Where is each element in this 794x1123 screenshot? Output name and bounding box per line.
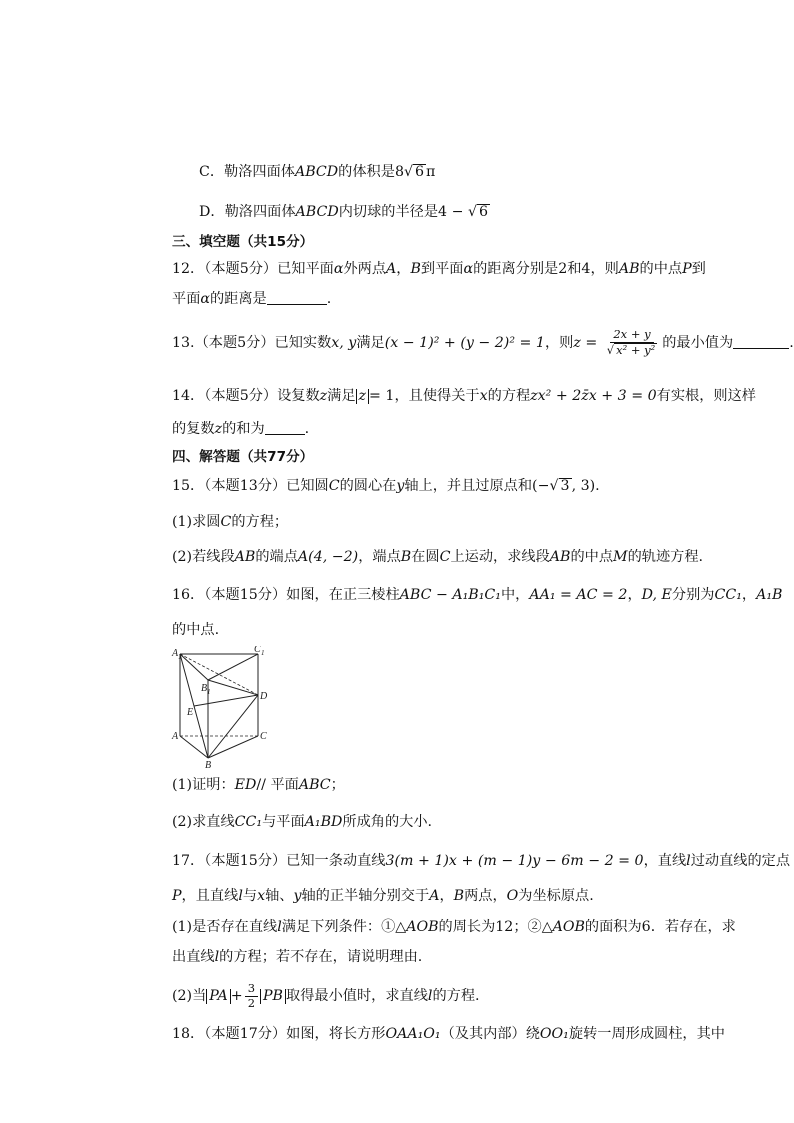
- edge-a1b1: [180, 654, 208, 680]
- label-c1: C: [254, 646, 261, 655]
- section-solve-header: 四、解答题（共77分）: [172, 449, 314, 465]
- question-12-line2: 平面α的距离是 .: [172, 291, 332, 307]
- question-16-line1: 16．（本题15分）如图，在正三棱柱ABC − A₁B₁C₁中，AA₁ = AC = 2，D, E分别为CC₁，A₁B: [172, 587, 783, 603]
- question-17-line2: P，且直线l与x轴、y轴的正半轴分别交于A，B两点，O为坐标原点.: [172, 888, 594, 904]
- segment-bd: [208, 695, 258, 758]
- question-16-part-2: (2)求直线CC₁与平面A₁BD所成角的大小.: [172, 814, 433, 830]
- fraction: $\frac{3}{2}$: [245, 982, 258, 1011]
- question-15-part-2: (2)若线段AB的端点A(4, −2)，端点B在圆C上运动，求线段AB的中点M的轨迹方程.: [172, 549, 704, 565]
- answer-blank: [733, 348, 789, 349]
- question-18: 18．（本题17分）如图，将长方形OAA₁O₁（及其内部）绕OO₁旋转一周形成圆柱，其中: [172, 1026, 725, 1042]
- question-17-line1: 17．（本题15分）已知一条动直线3(m + 1)x + (m − 1)y − 6m − 2 = 0，直线l过动直线的定点: [172, 853, 791, 869]
- option-c: C．勒洛四面体ABCD的体积是8√ 6 π: [199, 164, 436, 180]
- option-d: D．勒洛四面体ABCD内切球的半径是4 − √ 6: [199, 204, 489, 220]
- question-15-part-1: (1)求圆C的方程；: [172, 514, 289, 530]
- fraction: $\frac{2x + y}{\text{√ x² + y²}}$: [606, 327, 656, 357]
- edge-ab: [180, 736, 208, 758]
- question-16-line2: 的中点.: [172, 622, 220, 638]
- question-14-line1: 14．（本题5分）设复数z满足 z = 1，且使得关于x的方程zx² + 2z̄x + 3 = 0有实根，则这样: [172, 388, 756, 404]
- answer-blank: [267, 304, 327, 305]
- question-13: 13.（本题5分）已知实数x, y满足(x − 1)² + (y − 2)² = 1，则z = $\frac{2x + y}{\text{√ x² + y²}}$ 的最小值为 .: [172, 327, 794, 357]
- question-17-part-2: (2)当 PA + $\frac{3}{2}$ PB 取得最小值时，求直线l的方程.: [172, 980, 480, 1010]
- label-a1: A: [172, 648, 179, 659]
- question-16-part-1: (1)证明：ED// 平面ABC；: [172, 777, 345, 793]
- label-c1-sub: 1: [261, 649, 265, 657]
- edge-bc: [208, 736, 258, 758]
- label-b1: B: [201, 683, 208, 694]
- question-12-line1: 12．（本题5分）已知平面α外两点A，B到平面α的距离分别是2和4，则AB的中点P到: [172, 261, 706, 277]
- question-17-part-1-line2: 出直线l的方程；若不存在，请说明理由.: [172, 949, 423, 965]
- question-17-part-1-line1: (1)是否存在直线l满足下列条件：①△AOB的周长为12；②△AOB的面积为6．若存在，求: [172, 919, 736, 935]
- prism-figure: [170, 646, 270, 770]
- label-e: E: [187, 707, 194, 718]
- answer-blank: [265, 434, 305, 435]
- edge-b1c1: [208, 654, 258, 680]
- segment-ed: [194, 695, 258, 706]
- label-a1-sub: 1: [178, 653, 182, 661]
- label-b: B: [205, 760, 212, 770]
- label-a: A: [172, 731, 179, 742]
- label-d: D: [260, 691, 268, 702]
- section-fill-in-header: 三、填空题（共15分）: [172, 234, 314, 250]
- label-c: C: [260, 731, 267, 742]
- label-b1-sub: 1: [207, 688, 211, 696]
- question-14-line2: 的复数z的和为 .: [172, 421, 310, 437]
- question-15: 15．（本题13分）已知圆C的圆心在y轴上，并且过原点和(−√ 3 , 3).: [172, 478, 600, 494]
